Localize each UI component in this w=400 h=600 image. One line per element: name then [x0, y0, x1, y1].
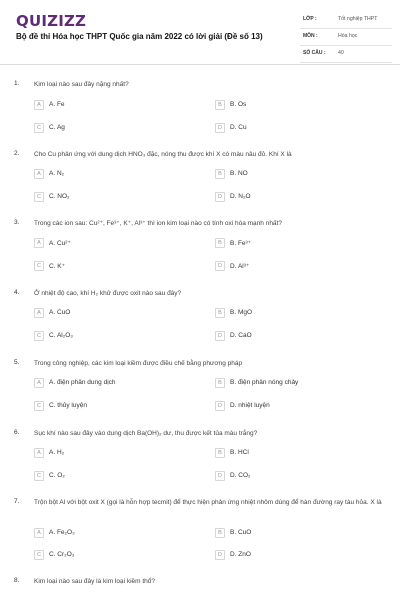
option-letter-box: D [215, 192, 225, 202]
option-letter-box: C [34, 471, 44, 481]
header-divider [0, 64, 400, 65]
option-text: A. Cu²⁺ [49, 240, 71, 247]
meta-row-subject [300, 29, 392, 46]
option-letter-box: A [34, 378, 44, 388]
option-text: A. điện phân dung dịch [49, 379, 116, 386]
quizizz-logo: QUIZIZZ [16, 12, 87, 30]
option-letter-box: A [34, 169, 44, 179]
question-number: 3. [14, 219, 20, 226]
meta-value: Hóa học [338, 33, 358, 39]
option-letter-box: B [215, 528, 225, 538]
option-letter-box: A [34, 528, 44, 538]
option-letter-box: D [215, 401, 225, 411]
option-letter-box: C [34, 401, 44, 411]
question-text: Kim loại nào sau đây là kim loại kiềm thổ? [34, 578, 156, 585]
option-text: D. CaO [230, 332, 252, 339]
option-text: C. thủy luyện [49, 402, 87, 409]
meta-value: 40 [338, 50, 344, 56]
meta-row-count [300, 46, 392, 63]
question-text: Trộn bột Al với bột oxit X (gọi là hỗn hợp tecmit) để thực hiện phản ứng nhiệt nhôm dùng để hàn đường ray tàu hỏa. X là [34, 499, 382, 506]
option-text: B. HCl [230, 449, 249, 456]
meta-label: LỚP : [303, 16, 317, 22]
option-text: A. CuO [49, 309, 71, 316]
meta-label: MÔN : [303, 33, 318, 39]
option-text: C. Ag [49, 124, 65, 131]
option-text: B. Os [230, 101, 247, 108]
question-number: 2. [14, 150, 20, 157]
option-letter-box: D [215, 123, 225, 133]
option-letter-box: B [215, 378, 225, 388]
option-text: B. NO [230, 170, 248, 177]
option-letter-box: B [215, 448, 225, 458]
document-title: Bộ đề thi Hóa học THPT Quốc gia năm 2022 có lời giải (Đề số 13) [16, 32, 263, 41]
option-text: D. ZnO [230, 551, 251, 558]
option-letter-box: A [34, 238, 44, 248]
option-letter-box: A [34, 100, 44, 110]
question-number: 5. [14, 359, 20, 366]
option-letter-box: B [215, 169, 225, 179]
option-text: C. NO₂ [49, 193, 70, 200]
option-text: D. nhiệt luyện [230, 402, 270, 409]
option-text: A. Fe [49, 101, 65, 108]
question-number: 4. [14, 289, 20, 296]
option-text: D. Cu [230, 124, 247, 131]
option-letter-box: D [215, 261, 225, 271]
option-text: C. Al₂O₃ [49, 332, 73, 339]
option-text: A. Fe₂O₃ [49, 529, 75, 536]
option-text: B. Fe³⁺ [230, 240, 252, 247]
question-text: Trong công nghiệp, các kim loại kiềm được điều chế bằng phương pháp [34, 360, 243, 367]
option-letter-box: B [215, 238, 225, 248]
option-text: C. K⁺ [49, 263, 66, 270]
meta-label: SỐ CÂU : [303, 50, 326, 56]
option-letter-box: C [34, 331, 44, 341]
meta-table [300, 12, 392, 63]
option-text: B. CuO [230, 529, 252, 536]
option-letter-box: C [34, 261, 44, 271]
question-text: Cho Cu phản ứng với dung dịch HNO₃ đặc, nóng thu được khí X có màu nâu đỏ. Khí X là [34, 151, 292, 158]
option-letter-box: C [34, 123, 44, 133]
question-text: Trong các ion sau: Cu²⁺, Fe³⁺, K⁺, Al³⁺ thì ion kim loại nào có tính oxi hóa mạnh nhất? [34, 220, 282, 227]
meta-row-class [300, 12, 392, 29]
question-number: 6. [14, 429, 20, 436]
option-letter-box: C [34, 192, 44, 202]
option-text: B. điện phân nóng chảy [230, 379, 299, 386]
option-text: D. N₂O [230, 193, 251, 200]
header [0, 0, 400, 62]
question-number: 7. [14, 498, 20, 505]
meta-value: Tốt nghiệp THPT [338, 16, 378, 22]
option-text: A. N₂ [49, 170, 65, 177]
option-letter-box: B [215, 308, 225, 318]
question-text: Sục khí nào sau đây vào dung dịch Ba(OH)₂ dư, thu được kết tủa màu trắng? [34, 430, 258, 437]
question-number: 8. [14, 577, 20, 584]
option-text: D. Al³⁺ [230, 263, 250, 270]
option-text: C. Cr₂O₃ [49, 551, 75, 558]
option-text: A. H₂ [49, 449, 65, 456]
question-number: 1. [14, 80, 20, 87]
option-text: C. O₂ [49, 472, 65, 479]
option-letter-box: D [215, 471, 225, 481]
question-text: Ở nhiệt độ cao, khí H₂ khử được oxit nào sau đây? [34, 290, 182, 297]
option-letter-box: D [215, 331, 225, 341]
option-letter-box: A [34, 308, 44, 318]
option-text: D. CO₂ [230, 472, 251, 479]
option-letter-box: C [34, 550, 44, 560]
option-letter-box: A [34, 448, 44, 458]
question-text: Kim loại nào sau đây nặng nhất? [34, 81, 129, 88]
option-text: B. MgO [230, 309, 253, 316]
option-letter-box: B [215, 100, 225, 110]
option-letter-box: D [215, 550, 225, 560]
